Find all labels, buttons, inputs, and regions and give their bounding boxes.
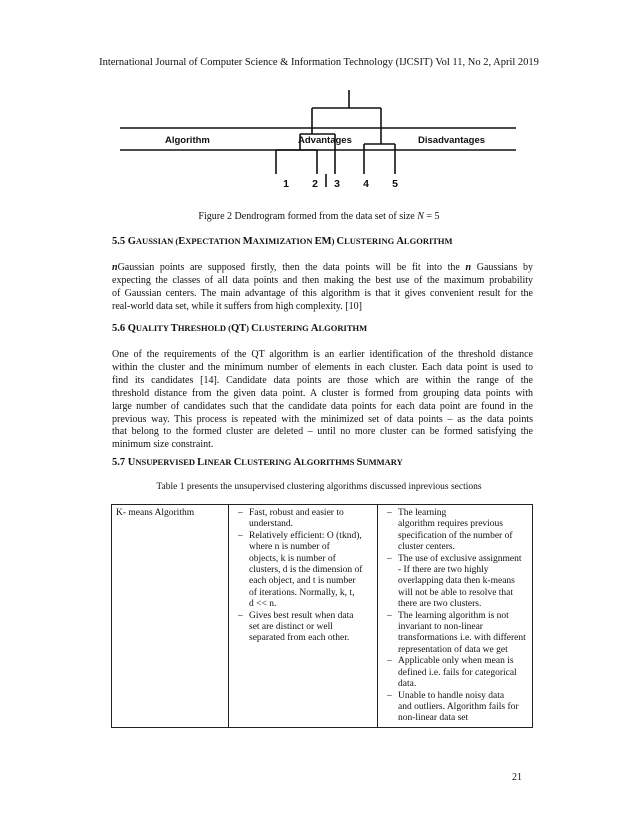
table-row xyxy=(112,505,533,728)
list-item: – Gives best result when data set are distinct or well separated from each other. xyxy=(238,610,354,644)
paragraph-line: One of the requirements of the QT algorithm is an earlier identification of the threshold distance xyxy=(112,349,533,360)
list-item: – The learning algorithm requires previous specification of the number of cluster centers. xyxy=(387,508,513,553)
advantages-cell xyxy=(229,505,378,728)
leaf-label-3: 3 xyxy=(334,178,340,190)
dash-bullet-icon: – xyxy=(387,610,392,621)
section-heading-5-6: 5.6 QUALITY THRESHOLD (QT) CLUSTERING ALGORITHM xyxy=(112,323,368,334)
disadvantages-cell xyxy=(378,505,533,728)
list-item: – Fast, robust and easier to understand. xyxy=(238,508,344,530)
leaf-label-5: 5 xyxy=(392,178,398,190)
list-item: – Unable to handle noisy data and outliers. Algorithm fails for non-linear data set xyxy=(387,690,519,724)
heading-text: GAUSSIAN (EXPECTATION MAXIMIZATION EM) CLUSTERING ALGORITHM xyxy=(127,236,453,247)
dash-bullet-icon: – xyxy=(238,610,243,621)
leaf-label-4: 4 xyxy=(363,178,369,190)
paragraph-line: find its candidates [14]. Candidate data points are those which are within the range of the xyxy=(112,374,533,386)
paragraph-line: of Gaussian centers. The main advantage of this algorithm is that it gives convenient result for the xyxy=(112,287,533,299)
dash-bullet-icon: – xyxy=(387,553,392,564)
paragraph-line: previous way. This process is repeated with the minimized set of data points – as the data points xyxy=(112,413,533,425)
figure-caption: Figure 2 Dendrogram formed from the data set of size N = 5 xyxy=(198,211,440,222)
col-label-disadvantages: Disadvantages xyxy=(418,135,486,146)
algorithm-cell: K- means Algorithm xyxy=(112,505,229,728)
paragraph-line: expecting the classes of all data points and then making the best use of the maximum probability xyxy=(112,274,533,286)
algorithms-table xyxy=(111,504,533,728)
section-heading-5-7: 5.7 UNSUPERVISED LINEAR CLUSTERING ALGORITHMS SUMMARY xyxy=(112,457,403,468)
col-label-advantages: Advantages xyxy=(298,135,352,146)
table-caption: Table 1 presents the unsupervised clustering algorithms discussed inprevious sections xyxy=(156,482,482,492)
col-label-algorithm: Algorithm xyxy=(165,135,210,146)
page-number: 21 xyxy=(512,772,522,783)
dash-bullet-icon: – xyxy=(387,508,392,518)
heading-text: QUALITY THRESHOLD (QT) CLUSTERING ALGORITHM xyxy=(127,323,368,334)
paragraph-line: that belong to the formed cluster are deleted – until no more cluster can be formed satisfying the xyxy=(112,426,533,438)
paragraph-line: minimum size constraint. xyxy=(112,439,214,451)
dash-bullet-icon: – xyxy=(238,530,243,541)
dash-bullet-icon: – xyxy=(387,690,392,701)
paragraph-line: real-world data set, while it suffers from high complexity. [10] xyxy=(112,300,362,312)
running-header: International Journal of Computer Science & Information Technology (IJCSIT) Vol 11, No 2, April 2019 xyxy=(99,57,539,68)
leaf-label-2: 2 xyxy=(312,178,318,190)
paragraph-line: large number of candidates such that the candidate data points for each data point are found in the xyxy=(112,400,533,412)
leaf-label-1: 1 xyxy=(283,178,289,190)
dash-bullet-icon: – xyxy=(387,656,392,667)
section-5-6-paragraph xyxy=(112,349,533,452)
list-item: – The learning algorithm is not invariant to non-linear transformations i.e. with different representation of data we get xyxy=(387,610,526,655)
dendrogram-figure xyxy=(118,86,518,198)
paragraph-line: within the cluster and the minimum number of elements in each cluster. Each data point is used to xyxy=(112,361,533,373)
dash-bullet-icon: – xyxy=(238,508,243,518)
paragraph-line: threshold distance from the given data point. A cluster is formed from grouping data points with xyxy=(112,387,533,399)
list-item: – The use of exclusive assignment - If there are two highly overlapping data then k-means will not be able to resolve that there are two clusters. xyxy=(387,553,522,610)
paragraph-line: nGaussian points are supposed firstly, then the data points will be fit into the n Gaussians by xyxy=(112,262,534,273)
heading-text: UNSUPERVISED LINEAR CLUSTERING ALGORITHMS SUMMARY xyxy=(127,457,403,468)
list-item: – Relatively efficient: O (tknd), where n is number of objects, k is number of clusters, d is the dimension of each object, and t is number of iterations. Normally, k, t, d << n. xyxy=(238,530,363,610)
list-item: – Applicable only when mean is defined i.e. fails for categorical data. xyxy=(387,656,517,690)
section-5-5-paragraph xyxy=(112,262,533,314)
section-heading-5-5: 5.5 GAUSSIAN (EXPECTATION MAXIMIZATION EM) CLUSTERING ALGORITHM xyxy=(112,236,453,247)
